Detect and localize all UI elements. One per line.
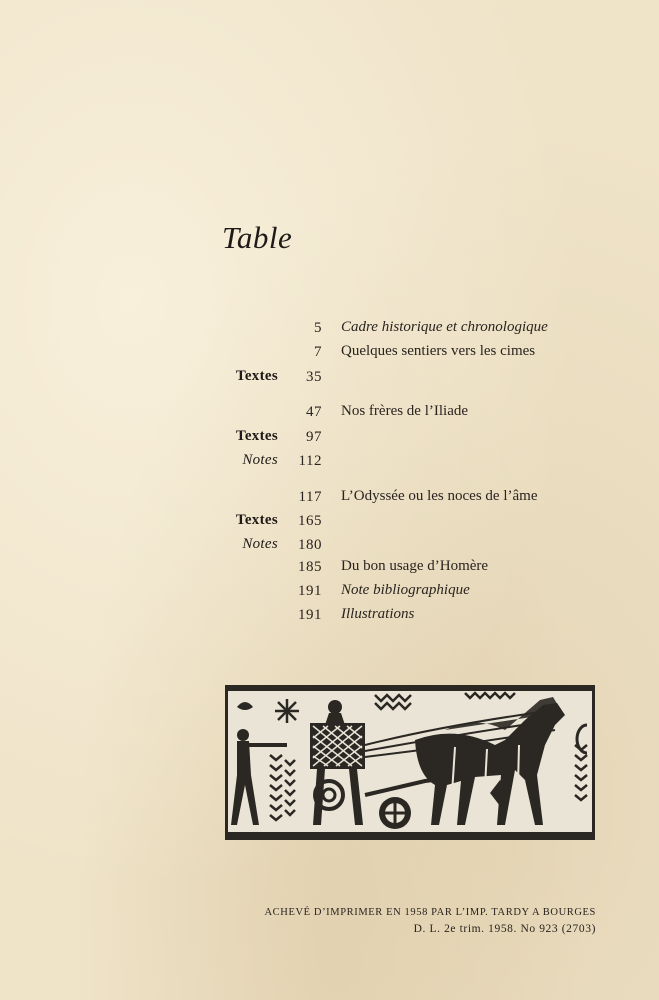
toc-row — [0, 606, 659, 628]
toc-entry-title: L’Odyssée ou les noces de l’âme — [341, 488, 538, 504]
toc-row — [0, 488, 659, 510]
colophon — [0, 905, 596, 938]
toc-section-label: Notes — [242, 536, 278, 552]
toc-page-number: 47 — [306, 404, 322, 420]
toc-section-label: Textes — [235, 512, 278, 528]
toc-entry-title: Nos frères de l’Iliade — [341, 403, 469, 419]
toc-entry-title: Quelques sentiers vers les cimes — [341, 343, 536, 359]
toc-page-number: 191 — [298, 607, 322, 623]
page-title: Table — [222, 220, 293, 255]
toc-row — [0, 582, 659, 604]
toc-row — [0, 512, 659, 534]
colophon-legal-deposit-line: D. L. 2e trim. 1958. No 923 (2703) — [413, 923, 596, 935]
toc-page-number: 112 — [298, 453, 322, 469]
toc-page-number: 180 — [298, 537, 322, 553]
toc-row — [0, 343, 659, 365]
colophon-printer-line: ACHEVÉ D’IMPRIMER EN 1958 PAR L’IMP. TARDY A BOURGES — [264, 907, 596, 918]
toc-page-number: 35 — [306, 369, 322, 385]
toc-entry-title: Du bon usage d’Homère — [341, 558, 489, 574]
toc-section-label: Notes — [242, 452, 278, 468]
toc-page-number: 117 — [298, 489, 322, 505]
toc-row — [0, 536, 659, 558]
toc-section-label: Textes — [235, 368, 278, 384]
toc-page-number: 185 — [298, 559, 322, 575]
toc-section-label: Textes — [235, 428, 278, 444]
toc-row — [0, 319, 659, 341]
toc-entry-title: Cadre historique et chronologique — [341, 319, 548, 335]
toc-page-number: 5 — [314, 320, 322, 336]
toc-page-number: 165 — [298, 513, 322, 529]
toc-row — [0, 558, 659, 580]
toc-page-number: 191 — [298, 583, 322, 599]
toc-row — [0, 428, 659, 450]
toc-row — [0, 368, 659, 390]
toc-page-number: 7 — [314, 344, 322, 360]
toc-row — [0, 452, 659, 474]
toc-page-number: 97 — [306, 429, 322, 445]
toc-row — [0, 403, 659, 425]
toc-entry-title: Illustrations — [341, 606, 415, 622]
toc-entry-title: Note bibliographique — [341, 582, 470, 598]
chariot-frieze-illustration — [225, 685, 595, 840]
